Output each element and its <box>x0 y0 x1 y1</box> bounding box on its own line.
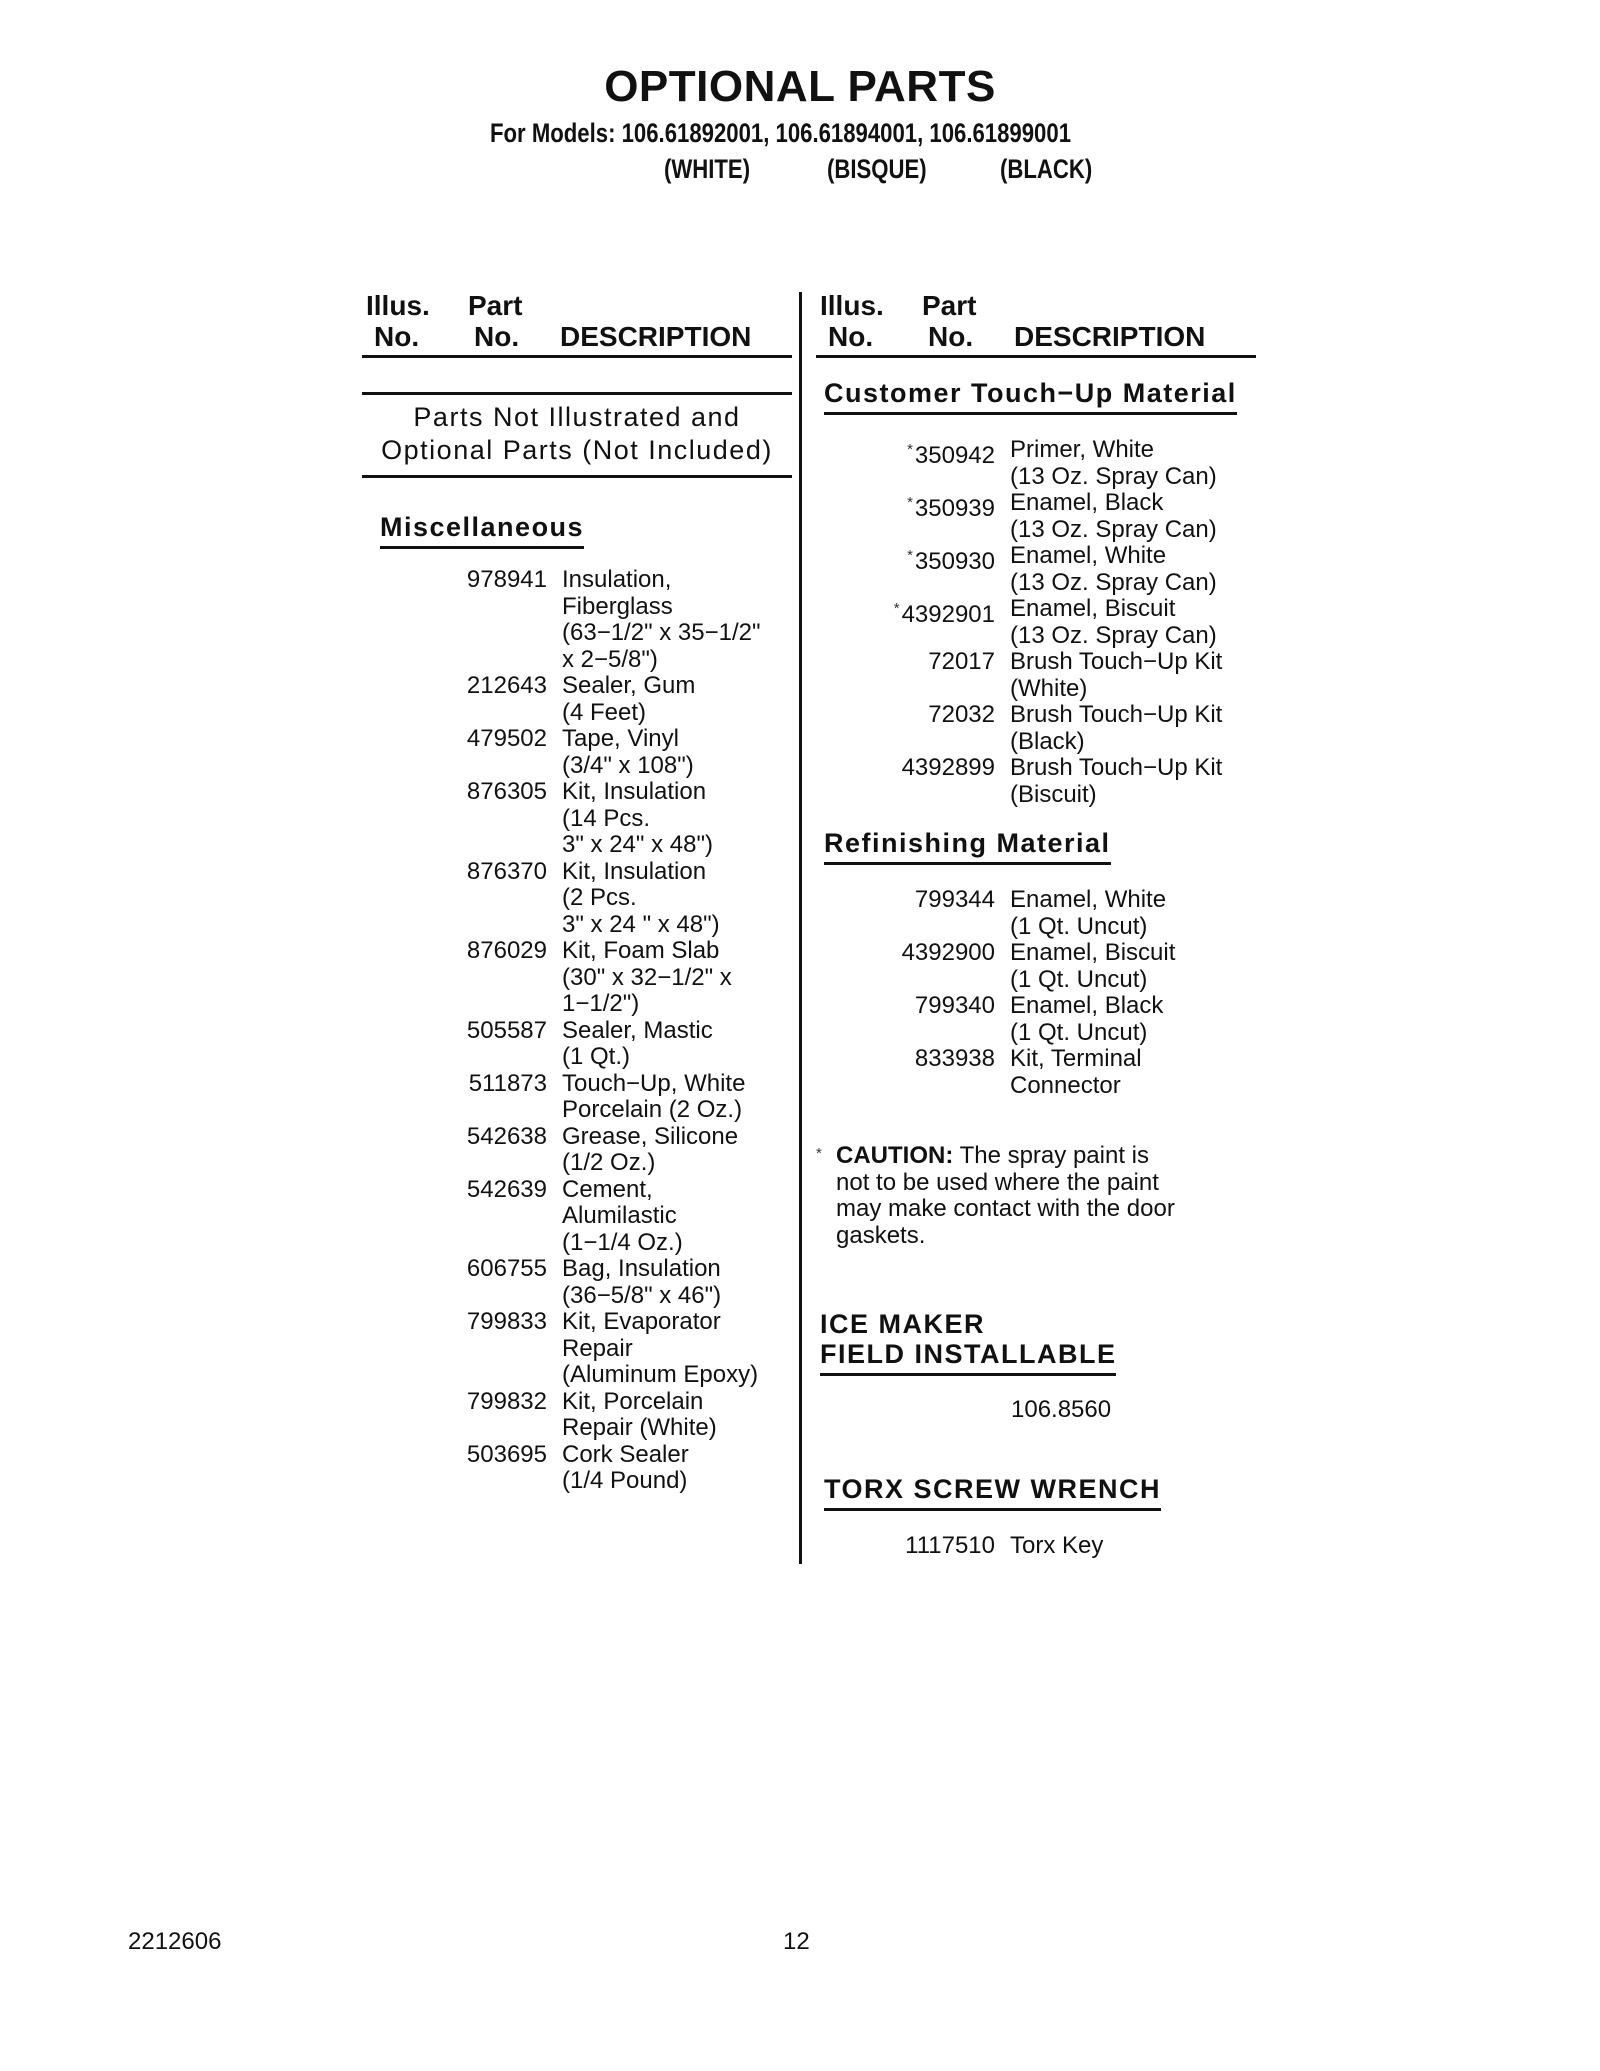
part-number-value: 542638 <box>466 1122 547 1150</box>
part-description: Sealer, Gum (4 Feet) <box>562 672 696 726</box>
list-item <box>362 726 792 779</box>
part-number-value: 212643 <box>466 672 547 699</box>
list-item <box>816 1046 1256 1099</box>
part-number <box>816 993 1010 1046</box>
list-item <box>816 596 1256 649</box>
list-item <box>816 1533 1256 1560</box>
right-column <box>816 287 1256 1560</box>
part-description: Brush Touch−Up Kit (Biscuit) <box>1010 754 1223 808</box>
part-number <box>362 567 562 673</box>
list-item <box>816 543 1256 596</box>
illus-no-label: No. <box>828 321 874 352</box>
part-number <box>816 437 1010 490</box>
list-item <box>362 1309 792 1389</box>
part-description: Enamel, White (1 Qt. Uncut) <box>1010 886 1167 940</box>
part-number-value: 799832 <box>466 1387 547 1415</box>
part-description: Enamel, Biscuit (1 Qt. Uncut) <box>1010 939 1176 993</box>
part-no-label: No. <box>928 321 974 352</box>
part-number-value: 350939 <box>914 495 995 522</box>
part-description: Enamel, Black (1 Qt. Uncut) <box>1010 992 1164 1046</box>
refinishing-list <box>816 887 1256 1099</box>
not-included-notice: Parts Not Illustrated and Optional Parts (Not Included) <box>362 392 792 478</box>
list-item <box>362 779 792 859</box>
part-number <box>362 673 562 726</box>
part-number <box>816 1046 1010 1099</box>
color-black: (BLACK) <box>1000 154 1093 184</box>
list-item <box>816 490 1256 543</box>
page-title: OPTIONAL PARTS <box>604 62 996 111</box>
part-number-value: 503695 <box>466 1440 547 1468</box>
part-description: Kit, Terminal Connector <box>1010 1045 1142 1099</box>
ice-maker-title-line1: ICE MAKER <box>820 1309 986 1339</box>
part-number-value: 542639 <box>466 1175 547 1203</box>
part-description: Insulation, Fiberglass (63−1/2" x 35−1/2" x 2−5/8") <box>562 566 761 673</box>
asterisk-marker: * <box>907 441 913 458</box>
part-number-value: 4392901 <box>901 601 995 628</box>
column-divider <box>799 292 802 1564</box>
ice-maker-part: 106.8560 <box>1011 1396 1112 1423</box>
part-description: Bag, Insulation (36−5/8" x 46") <box>562 1255 722 1309</box>
color-white: (WHITE) <box>664 154 751 184</box>
list-item <box>362 1442 792 1495</box>
caution-text: The spray paint is not to be used where the paint may make contact with the door gaskets. <box>836 1142 1175 1249</box>
part-number-value: 606755 <box>466 1255 547 1282</box>
illus-label: Illus. <box>820 290 884 321</box>
ice-maker-title-line2: FIELD INSTALLABLE <box>820 1339 1117 1369</box>
part-number <box>362 1071 562 1124</box>
part-description: Cement, Alumilastic (1−1/4 Oz.) <box>562 1175 683 1256</box>
list-item <box>362 938 792 1018</box>
part-number <box>362 1177 562 1257</box>
asterisk-marker: * <box>893 600 900 617</box>
list-item <box>816 437 1256 490</box>
part-description: Kit, Insulation (2 Pcs. 3" x 24 " x 48") <box>562 857 720 938</box>
part-description: Kit, Insulation (14 Pcs. 3" x 24" x 48") <box>562 778 713 858</box>
refinishing-title: Refinishing Material <box>824 828 1111 865</box>
part-number <box>362 1309 562 1389</box>
refinishing-section <box>816 828 1256 1099</box>
part-number <box>362 1389 562 1442</box>
part-number <box>816 543 1010 596</box>
part-number-value: 799340 <box>914 992 995 1019</box>
list-item <box>362 1018 792 1071</box>
list-item <box>816 649 1256 702</box>
part-number <box>816 649 1010 702</box>
part-number-value: 72032 <box>928 701 995 728</box>
part-description: Kit, Evaporator Repair (Aluminum Epoxy) <box>562 1308 759 1388</box>
table-header-left <box>362 287 792 358</box>
part-number <box>362 1256 562 1309</box>
part-number <box>816 887 1010 940</box>
miscellaneous-section <box>362 512 792 1495</box>
part-number-value: 72017 <box>928 648 995 675</box>
part-number <box>816 755 1010 808</box>
document-number: 2212606 <box>128 1928 222 1955</box>
ice-maker-title <box>820 1309 1116 1376</box>
part-description: Kit, Porcelain Repair (White) <box>562 1387 717 1441</box>
list-item <box>816 940 1256 993</box>
list-item <box>362 1177 792 1257</box>
list-item <box>362 567 792 673</box>
part-number <box>816 490 1010 543</box>
part-description: Brush Touch−Up Kit (White) <box>1010 648 1223 702</box>
illus-no-label: No. <box>374 321 420 352</box>
part-number <box>362 726 562 779</box>
part-description: Torx Key <box>1010 1532 1104 1559</box>
torx-list <box>816 1533 1256 1560</box>
part-number <box>362 779 562 859</box>
illus-label: Illus. <box>366 290 430 321</box>
part-label: Part <box>922 290 977 321</box>
part-no-label: No. <box>474 321 520 352</box>
touchup-section <box>816 378 1256 808</box>
part-description: Grease, Silicone (1/2 Oz.) <box>562 1122 739 1176</box>
miscellaneous-title: Miscellaneous <box>380 512 584 549</box>
page-number: 12 <box>783 1928 810 1955</box>
part-number: 1117510 <box>905 1532 995 1559</box>
caution-label: CAUTION: <box>836 1142 954 1169</box>
ice-maker-section <box>816 1309 1256 1424</box>
list-item <box>362 859 792 939</box>
touchup-list <box>816 437 1256 808</box>
list-item <box>816 755 1256 808</box>
caution-note <box>816 1143 1256 1249</box>
list-item <box>816 993 1256 1046</box>
part-number-value: 505587 <box>466 1016 547 1044</box>
asterisk-marker: * <box>816 1145 822 1162</box>
part-number <box>362 859 562 939</box>
part-number <box>362 1442 562 1495</box>
part-description: Cork Sealer (1/4 Pound) <box>562 1440 689 1494</box>
color-bisque: (BISQUE) <box>827 154 927 184</box>
asterisk-marker: * <box>907 494 913 511</box>
part-description: Touch−Up, White Porcelain (2 Oz.) <box>562 1069 746 1123</box>
list-item <box>362 1256 792 1309</box>
list-item <box>362 1124 792 1177</box>
part-number-value: 876370 <box>466 857 547 885</box>
list-item <box>816 702 1256 755</box>
miscellaneous-list <box>362 567 792 1495</box>
torx-section <box>816 1474 1256 1560</box>
part-number <box>362 1124 562 1177</box>
part-number <box>362 938 562 1018</box>
part-number-value: 978941 <box>466 566 547 593</box>
part-description: Sealer, Mastic (1 Qt.) <box>562 1016 713 1070</box>
part-number-value: 4392900 <box>901 939 995 966</box>
part-number-value: 350930 <box>914 548 995 575</box>
description-label: DESCRIPTION <box>560 321 752 352</box>
part-description: Enamel, Black (13 Oz. Spray Can) <box>1010 489 1217 543</box>
part-number <box>816 702 1010 755</box>
part-number-value: 511873 <box>468 1069 547 1097</box>
list-item <box>362 673 792 726</box>
left-column <box>362 287 792 1495</box>
part-number-value: 799833 <box>466 1308 547 1335</box>
part-number-value: 350942 <box>914 442 995 469</box>
part-label: Part <box>468 290 523 321</box>
part-description: Enamel, Biscuit (13 Oz. Spray Can) <box>1010 595 1217 649</box>
description-label: DESCRIPTION <box>1014 321 1206 352</box>
part-number-value: 799344 <box>914 886 995 913</box>
part-description: Brush Touch−Up Kit (Black) <box>1010 701 1223 755</box>
list-item <box>362 1389 792 1442</box>
part-number-value: 4392899 <box>901 754 995 781</box>
part-number <box>816 940 1010 993</box>
list-item <box>362 1071 792 1124</box>
part-number-value: 479502 <box>466 725 547 752</box>
table-header-right <box>816 287 1256 358</box>
torx-title: TORX SCREW WRENCH <box>824 1474 1161 1511</box>
part-number <box>362 1018 562 1071</box>
list-item <box>816 887 1256 940</box>
models-line: For Models: 106.61892001, 106.61894001, 106.61899001 <box>490 118 1072 148</box>
part-number-value: 876029 <box>466 937 547 964</box>
asterisk-marker: * <box>907 547 913 564</box>
part-number-value: 833938 <box>914 1045 995 1072</box>
part-number-value: 876305 <box>466 778 547 805</box>
part-description: Tape, Vinyl (3/4" x 108") <box>562 725 694 779</box>
part-description: Kit, Foam Slab (30" x 32−1/2" x 1−1/2") <box>562 937 732 1017</box>
part-description: Primer, White (13 Oz. Spray Can) <box>1010 436 1217 490</box>
touchup-title: Customer Touch−Up Material <box>824 378 1237 415</box>
part-description: Enamel, White (13 Oz. Spray Can) <box>1010 542 1217 596</box>
part-number <box>816 596 1010 649</box>
